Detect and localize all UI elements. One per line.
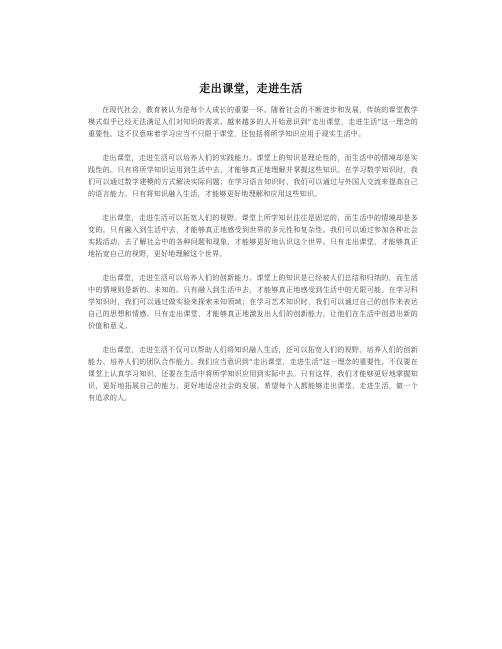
paragraph-4: 走出课堂，走进生活可以培养人们的创新能力。课堂上的知识是已经被人们总结和归纳的，而生活中的情境则是新的、未知的。只有融入到生活中去，才能够真正地感受到生活中的无限可能。在学习科学知识时，我们可以通过做实验来探索未知领域；在学习艺术知识时，我们可以通过自己的创作来表达自己的思想和情感。只有走出课堂，才能够真正地激发出人们的创新能力，让他们在生活中创造出新的价值和意义。: [88, 274, 418, 330]
paragraph-3: 走出课堂，走进生活可以拓宽人们的视野。课堂上所学知识往往是固定的，而生活中的情境却是多变的。只有融入到生活中去，才能够真正地感受到世界的多元性和复杂性。我们可以通过参加各种社会实践活动，去了解社会中的各种问题和现象，才能够更好地认识这个世界。只有走出课堂，才能够真正地拓宽自己的视野，更好地理解这个世界。: [88, 214, 418, 258]
document-title: 走出课堂，走进生活: [199, 82, 303, 95]
paragraph-1: 在现代社会，教育被认为是每个人成长的重要一环。随着社会的不断进步和发展，传统的课堂教学模式似乎已经无法满足人们对知识的需求。越来越多的人开始意识到“走出课堂，走进生活”这一理念的重要性。这不仅意味着学习应当不只限于课堂，还包括将所学知识应用于现实生活中。: [88, 106, 418, 138]
paragraph-2: 走出课堂，走进生活可以培养人们的实践能力。课堂上的知识是理论性的，而生活中的情境却是实践性的。只有将所学知识运用到生活中去，才能够真正地理解并掌握这些知识。在学习数学知识时，我们可以通过数学建模的方式解决实际问题；在学习语言知识时，我们可以通过与外国人交流来提高自己的语言能力。只有将知识融入生活，才能够更好地理解和应用这些知识。: [88, 154, 418, 198]
paragraph-5: 走出课堂，走进生活不仅可以帮助人们将知识融入生活，还可以拓宽人们的视野、培养人们的创新能力、培养人们的团队合作能力。我们应当意识到“走出课堂，走进生活”这一理念的重要性，不仅要在课堂上认真学习知识，还要在生活中将所学知识应用到实际中去。只有这样，我们才能够更好地掌握知识，更好地拓展自己的能力，更好地适应社会的发展。希望每个人都能够走出课堂，走进生活，做一个有追求的人。: [88, 346, 418, 402]
document-body: [88, 104, 418, 416]
